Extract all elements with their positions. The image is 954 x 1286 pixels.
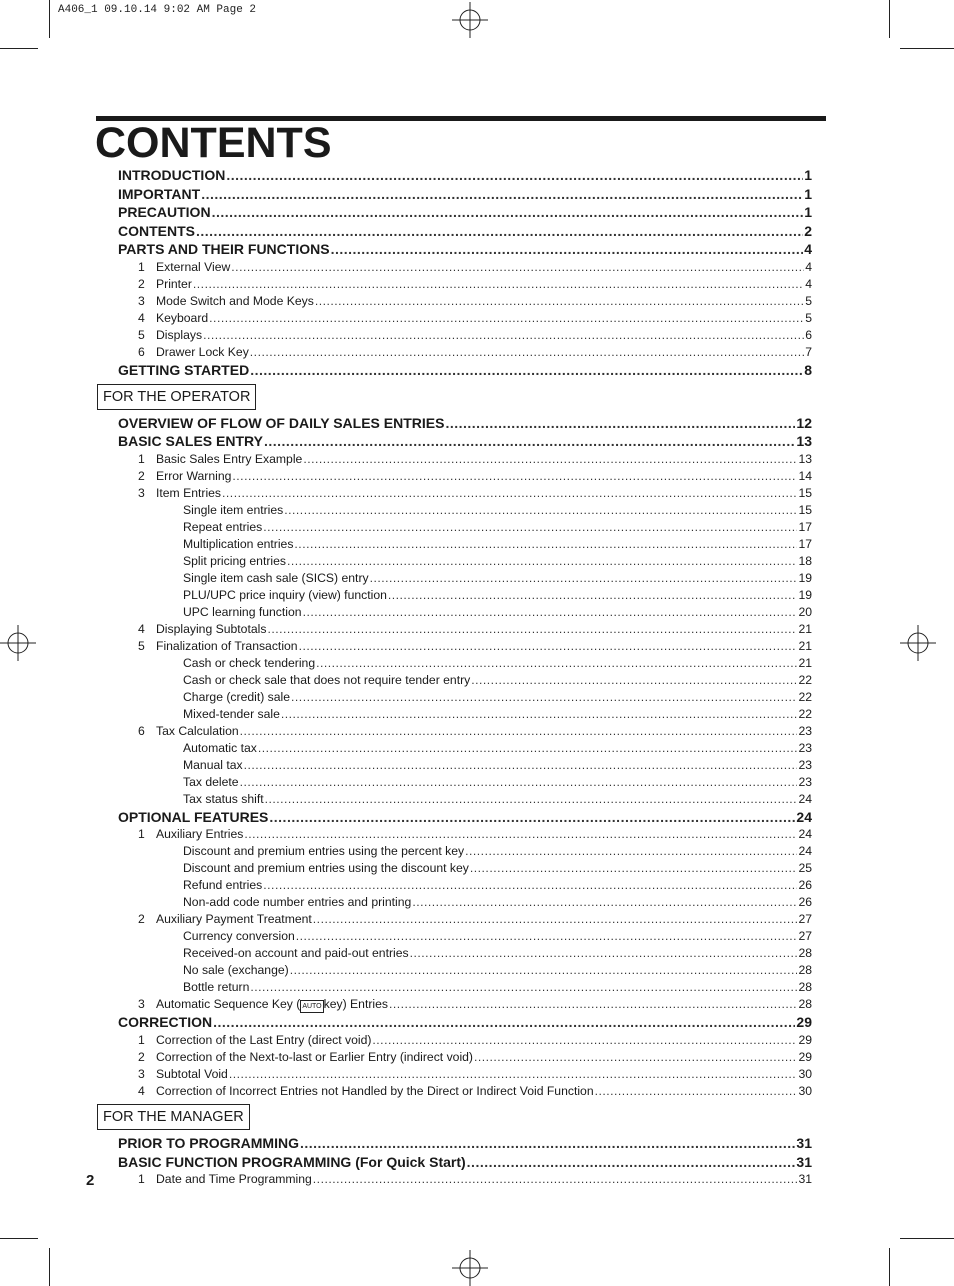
dot-leader xyxy=(244,757,798,774)
toc-entry-number: 1 xyxy=(138,259,145,274)
toc-entry-page: 22 xyxy=(798,672,812,687)
toc-entry-label: Multiplication entries xyxy=(183,536,294,551)
crop-mark xyxy=(900,48,954,49)
toc-entry-page: 20 xyxy=(798,604,812,619)
toc-entry-page: 21 xyxy=(798,638,812,653)
toc-entry-page: 24 xyxy=(796,808,812,825)
toc-entry[interactable] xyxy=(118,1134,812,1153)
toc-entry[interactable] xyxy=(118,587,812,604)
toc-entry[interactable] xyxy=(118,327,812,344)
toc-entry-page: 7 xyxy=(805,344,812,359)
toc-entry-page: 19 xyxy=(798,587,812,602)
toc-entry-page: 24 xyxy=(798,791,812,806)
toc-entry[interactable] xyxy=(118,826,812,843)
toc-entry-page: 21 xyxy=(798,621,812,636)
toc-entry-page: 22 xyxy=(798,689,812,704)
toc-entry-label: Manual tax xyxy=(183,757,243,772)
dot-leader xyxy=(250,979,797,996)
toc-entry-page: 25 xyxy=(798,861,812,876)
toc-entry-label: IMPORTANT xyxy=(118,185,201,202)
toc-entry[interactable] xyxy=(118,222,812,241)
dot-leader xyxy=(296,928,798,945)
toc-entry[interactable] xyxy=(118,843,812,860)
dot-leader xyxy=(244,826,797,843)
dot-leader xyxy=(300,1134,795,1153)
toc-entry[interactable] xyxy=(118,723,812,740)
toc-entry[interactable] xyxy=(118,740,812,757)
toc-entry-number: 2 xyxy=(138,276,145,291)
dot-leader xyxy=(595,1083,798,1100)
toc-entry-page: 31 xyxy=(796,1153,812,1170)
dot-leader xyxy=(258,740,798,757)
toc-entry-label: Date and Time Programming xyxy=(156,1172,312,1187)
toc-entry-label: Basic Sales Entry Example xyxy=(156,451,303,466)
toc-entry-page: 12 xyxy=(796,414,812,431)
toc-entry-label: Currency conversion xyxy=(183,929,295,944)
toc-entry-label: Mode Switch and Mode Keys xyxy=(156,293,314,308)
dot-leader xyxy=(290,962,798,979)
dot-leader xyxy=(291,689,797,706)
toc-entry-number: 6 xyxy=(138,723,145,738)
dot-leader xyxy=(316,655,797,672)
toc-entry-label: Correction of Incorrect Entries not Handled by the Direct or Indirect Void Function xyxy=(156,1083,594,1098)
toc-entry[interactable] xyxy=(118,877,812,894)
crop-mark xyxy=(889,0,890,38)
table-of-contents xyxy=(103,166,812,1188)
toc-entry-label: CONTENTS xyxy=(118,222,195,239)
toc-entry-page: 4 xyxy=(804,241,812,258)
toc-entry-number: 1 xyxy=(138,827,145,842)
toc-entry-page: 21 xyxy=(798,655,812,670)
toc-entry-page: 17 xyxy=(798,519,812,534)
toc-entry[interactable] xyxy=(118,361,812,380)
dot-leader xyxy=(470,860,798,877)
toc-entry-number: 1 xyxy=(138,451,145,466)
dot-leader xyxy=(412,894,797,911)
dot-leader xyxy=(222,485,797,502)
dot-leader xyxy=(240,774,798,791)
toc-entry-label: Tax delete xyxy=(183,774,239,789)
toc-entry-page: 18 xyxy=(798,553,812,568)
dot-leader xyxy=(240,723,798,740)
dot-leader xyxy=(250,344,804,361)
dot-leader xyxy=(465,843,797,860)
toc-entry-label: Auxiliary Entries xyxy=(156,827,244,842)
toc-entry[interactable] xyxy=(118,451,812,468)
auto-key-icon: AUTO xyxy=(300,1000,323,1013)
toc-entry[interactable] xyxy=(118,1013,812,1032)
toc-entry-page: 13 xyxy=(798,451,812,466)
toc-entry-label: Displaying Subtotals xyxy=(156,621,267,636)
toc-entry-label: External View xyxy=(156,259,231,274)
toc-entry-number: 4 xyxy=(138,310,145,325)
toc-entry-label: GETTING STARTED xyxy=(118,361,250,378)
dot-leader xyxy=(370,570,798,587)
toc-entry[interactable] xyxy=(118,774,812,791)
toc-entry-label: Tax Calculation xyxy=(156,723,239,738)
toc-entry-label: Single item cash sale (SICS) entry xyxy=(183,570,369,585)
toc-entry-label: Displays xyxy=(156,327,203,342)
toc-entry[interactable] xyxy=(118,468,812,485)
registration-mark-icon xyxy=(0,625,36,661)
toc-entry[interactable] xyxy=(118,203,812,222)
toc-entry[interactable] xyxy=(118,519,812,536)
toc-entry-label: Split pricing entries xyxy=(183,553,286,568)
page-number: 2 xyxy=(86,1172,95,1189)
dot-leader xyxy=(232,468,797,485)
toc-entry-label: Correction of the Last Entry (direct void) xyxy=(156,1032,372,1047)
dot-leader xyxy=(294,536,797,553)
section-header-row xyxy=(103,380,812,414)
toc-entry[interactable] xyxy=(118,310,812,327)
toc-entry-page: 5 xyxy=(805,310,812,325)
toc-entry-label: Subtotal Void xyxy=(156,1066,228,1081)
toc-entry-page: 29 xyxy=(798,1049,812,1064)
toc-entry[interactable] xyxy=(118,432,812,451)
toc-entry-page: 24 xyxy=(798,844,812,859)
toc-entry-label: Cash or check sale that does not require tender entry xyxy=(183,672,471,687)
dot-leader xyxy=(284,502,797,519)
toc-entry-page: 8 xyxy=(804,361,812,378)
toc-entry[interactable] xyxy=(118,945,812,962)
toc-entry-label: UPC learning function xyxy=(183,604,302,619)
toc-entry-page: 28 xyxy=(798,997,812,1012)
toc-entry[interactable] xyxy=(118,962,812,979)
toc-entry-label: BASIC SALES ENTRY xyxy=(118,433,263,450)
toc-entry-label: Automatic tax xyxy=(183,740,257,755)
toc-entry-label: Single item entries xyxy=(183,502,284,517)
toc-entry-label: PRIOR TO PROGRAMMING xyxy=(118,1134,299,1151)
crop-mark xyxy=(0,48,38,49)
toc-entry[interactable] xyxy=(118,276,812,293)
dot-leader xyxy=(315,293,804,310)
toc-entry-page: 17 xyxy=(798,536,812,551)
toc-entry-page: 26 xyxy=(798,878,812,893)
toc-entry-label: OVERVIEW OF FLOW OF DAILY SALES ENTRIES xyxy=(118,414,445,431)
toc-entry-label: OPTIONAL FEATURES xyxy=(118,808,269,825)
toc-entry[interactable] xyxy=(118,1083,812,1100)
dot-leader xyxy=(372,1032,797,1049)
dot-leader xyxy=(203,327,804,344)
toc-entry-label: Drawer Lock Key xyxy=(156,344,249,359)
page-title: CONTENTS xyxy=(95,119,332,167)
toc-entry[interactable] xyxy=(118,621,812,638)
toc-entry-label: PLU/UPC price inquiry (view) function xyxy=(183,587,387,602)
section-header-box: FOR THE MANAGER xyxy=(97,1104,250,1130)
dot-leader xyxy=(267,621,797,638)
toc-entry[interactable] xyxy=(118,894,812,911)
dot-leader xyxy=(299,638,798,655)
dot-leader xyxy=(226,166,803,185)
toc-entry-page: 29 xyxy=(796,1014,812,1031)
toc-entry-page: 1 xyxy=(804,167,812,183)
toc-entry-page: 23 xyxy=(798,774,812,789)
toc-entry[interactable] xyxy=(118,166,812,185)
toc-entry[interactable] xyxy=(118,1153,812,1172)
toc-entry[interactable] xyxy=(118,911,812,928)
toc-entry-label: Cash or check tendering xyxy=(183,655,316,670)
toc-entry-page: 23 xyxy=(798,740,812,755)
toc-entry-label: Item Entries xyxy=(156,485,222,500)
toc-entry[interactable] xyxy=(118,553,812,570)
dot-leader xyxy=(265,791,798,808)
crop-mark xyxy=(889,1248,890,1286)
toc-entry-label: Non-add code number entries and printing xyxy=(183,895,412,910)
toc-entry-page: 19 xyxy=(798,570,812,585)
toc-entry-number: 3 xyxy=(138,1066,145,1081)
toc-entry[interactable] xyxy=(118,638,812,655)
dot-leader xyxy=(263,519,797,536)
toc-entry-page: 30 xyxy=(798,1083,812,1098)
toc-entry-page: 27 xyxy=(798,929,812,944)
toc-entry-page: 15 xyxy=(798,485,812,500)
toc-entry-label: Repeat entries xyxy=(183,519,263,534)
toc-entry[interactable] xyxy=(118,502,812,519)
toc-entry-number: 4 xyxy=(138,621,145,636)
toc-entry-page: 13 xyxy=(796,433,812,450)
toc-entry[interactable] xyxy=(118,1066,812,1083)
dot-leader xyxy=(471,672,797,689)
registration-mark-icon xyxy=(900,625,936,661)
toc-entry[interactable] xyxy=(118,1049,812,1066)
toc-entry[interactable] xyxy=(118,293,812,310)
toc-entry[interactable] xyxy=(118,655,812,672)
toc-entry-number: 5 xyxy=(138,638,145,653)
toc-entry-page: 28 xyxy=(798,980,812,995)
toc-entry[interactable] xyxy=(118,808,812,827)
toc-entry-page: 28 xyxy=(798,963,812,978)
toc-entry[interactable] xyxy=(118,536,812,553)
toc-entry-page: 30 xyxy=(798,1066,812,1081)
toc-entry-label: Discount and premium entries using the discount key xyxy=(183,861,469,876)
crop-mark xyxy=(49,0,50,38)
toc-entry-page: 23 xyxy=(798,757,812,772)
dot-leader xyxy=(467,1153,796,1172)
section-header-box: FOR THE OPERATOR xyxy=(97,384,256,410)
toc-entry-label: PRECAUTION xyxy=(118,204,211,221)
toc-entry-label: Received-on account and paid-out entries xyxy=(183,946,409,961)
section-header-row xyxy=(103,1100,812,1134)
toc-entry-page: 14 xyxy=(798,468,812,483)
toc-entry-number: 3 xyxy=(138,485,145,500)
toc-entry-page: 6 xyxy=(805,327,812,342)
toc-entry[interactable] xyxy=(118,570,812,587)
dot-leader xyxy=(303,451,797,468)
dot-leader xyxy=(196,222,803,241)
toc-entry-number: 4 xyxy=(138,1083,145,1098)
toc-entry-number: 2 xyxy=(138,912,145,927)
toc-entry-label: Finalization of Transaction xyxy=(156,638,298,653)
toc-entry-label-suffix: key) Entries xyxy=(323,997,388,1012)
dot-leader xyxy=(410,945,798,962)
dot-leader xyxy=(474,1049,797,1066)
toc-entry-number: 3 xyxy=(138,293,145,308)
toc-entry-page: 31 xyxy=(796,1134,812,1151)
dot-leader xyxy=(212,203,804,222)
dot-leader xyxy=(388,587,798,604)
toc-entry[interactable] xyxy=(118,604,812,621)
dot-leader xyxy=(193,276,804,293)
toc-entry[interactable] xyxy=(118,344,812,361)
dot-leader xyxy=(231,259,804,276)
registration-mark-icon xyxy=(452,1250,488,1286)
dot-leader xyxy=(264,432,795,451)
toc-entry-label: No sale (exchange) xyxy=(183,963,289,978)
dot-leader xyxy=(389,996,797,1013)
toc-entry-page: 15 xyxy=(798,502,812,517)
toc-entry[interactable] xyxy=(118,1171,812,1188)
toc-entry[interactable] xyxy=(118,860,812,877)
toc-entry-label: Mixed-tender sale xyxy=(183,706,280,721)
toc-entry-page: 24 xyxy=(798,827,812,842)
dot-leader xyxy=(209,310,804,327)
toc-entry-number: 1 xyxy=(138,1032,145,1047)
toc-entry-number: 6 xyxy=(138,344,145,359)
toc-entry[interactable] xyxy=(118,240,812,259)
toc-entry[interactable] xyxy=(118,928,812,945)
dot-leader xyxy=(445,414,795,433)
toc-entry[interactable] xyxy=(118,757,812,774)
toc-entry-number: 3 xyxy=(138,997,145,1012)
toc-entry-label: Discount and premium entries using the percent key xyxy=(183,844,465,859)
toc-entry-page: 1 xyxy=(804,185,812,202)
toc-entry-page: 28 xyxy=(798,946,812,961)
toc-entry-page: 23 xyxy=(798,723,812,738)
toc-entry-page: 4 xyxy=(805,259,812,274)
toc-entry-label: Charge (credit) sale xyxy=(183,689,291,704)
toc-entry[interactable] xyxy=(118,1032,812,1049)
toc-entry-label: Refund entries xyxy=(183,878,263,893)
toc-entry-number: 1 xyxy=(138,1172,145,1187)
toc-entry-label: Error Warning xyxy=(156,468,232,483)
dot-leader xyxy=(250,361,803,380)
toc-entry-label: PARTS AND THEIR FUNCTIONS xyxy=(118,241,330,258)
registration-mark-icon xyxy=(452,2,488,38)
toc-entry-page: 29 xyxy=(798,1032,812,1047)
toc-entry-page: 2 xyxy=(804,222,812,239)
toc-entry-label: Correction of the Next-to-last or Earlier Entry (indirect void) xyxy=(156,1049,473,1064)
toc-entry-label: Auxiliary Payment Treatment xyxy=(156,912,312,927)
toc-entry[interactable] xyxy=(118,185,812,204)
print-slug: A406_1 09.10.14 9:02 AM Page 2 xyxy=(58,4,257,16)
toc-entry-label: INTRODUCTION xyxy=(118,167,226,183)
toc-entry-page: 5 xyxy=(805,293,812,308)
toc-entry-page: 1 xyxy=(804,204,812,221)
toc-entry-page: 31 xyxy=(798,1172,812,1187)
toc-entry-label: Automatic Sequence Key ( xyxy=(156,997,301,1012)
dot-leader xyxy=(313,1171,798,1188)
crop-mark xyxy=(0,1238,38,1239)
dot-leader xyxy=(287,553,797,570)
toc-entry-number: 5 xyxy=(138,327,145,342)
toc-entry[interactable] xyxy=(118,996,812,1013)
toc-entry[interactable] xyxy=(118,672,812,689)
dot-leader xyxy=(201,185,803,204)
toc-entry-label: Bottle return xyxy=(183,980,250,995)
toc-entry[interactable] xyxy=(118,259,812,276)
dot-leader xyxy=(213,1013,795,1032)
dot-leader xyxy=(281,706,798,723)
toc-entry-label: CORRECTION xyxy=(118,1014,213,1031)
toc-entry-page: 22 xyxy=(798,706,812,721)
toc-entry-page: 4 xyxy=(805,276,812,291)
dot-leader xyxy=(303,604,798,621)
dot-leader xyxy=(331,240,804,259)
toc-entry-label: Tax status shift xyxy=(183,791,264,806)
toc-entry[interactable] xyxy=(118,979,812,996)
dot-leader xyxy=(263,877,797,894)
crop-mark xyxy=(900,1238,954,1239)
crop-mark xyxy=(49,1248,50,1286)
toc-entry-label: BASIC FUNCTION PROGRAMMING (For Quick Start) xyxy=(118,1153,466,1170)
toc-entry[interactable] xyxy=(118,485,812,502)
toc-entry[interactable] xyxy=(118,706,812,723)
dot-leader xyxy=(269,808,795,827)
toc-entry-page: 26 xyxy=(798,895,812,910)
toc-entry[interactable] xyxy=(118,791,812,808)
toc-entry-number: 2 xyxy=(138,1049,145,1064)
dot-leader xyxy=(229,1066,798,1083)
toc-entry-page: 27 xyxy=(798,912,812,927)
toc-entry[interactable] xyxy=(118,689,812,706)
toc-entry-label: Keyboard xyxy=(156,310,209,325)
toc-entry-number: 2 xyxy=(138,468,145,483)
toc-entry-label: Printer xyxy=(156,276,192,291)
dot-leader xyxy=(313,911,798,928)
toc-entry[interactable] xyxy=(118,414,812,433)
